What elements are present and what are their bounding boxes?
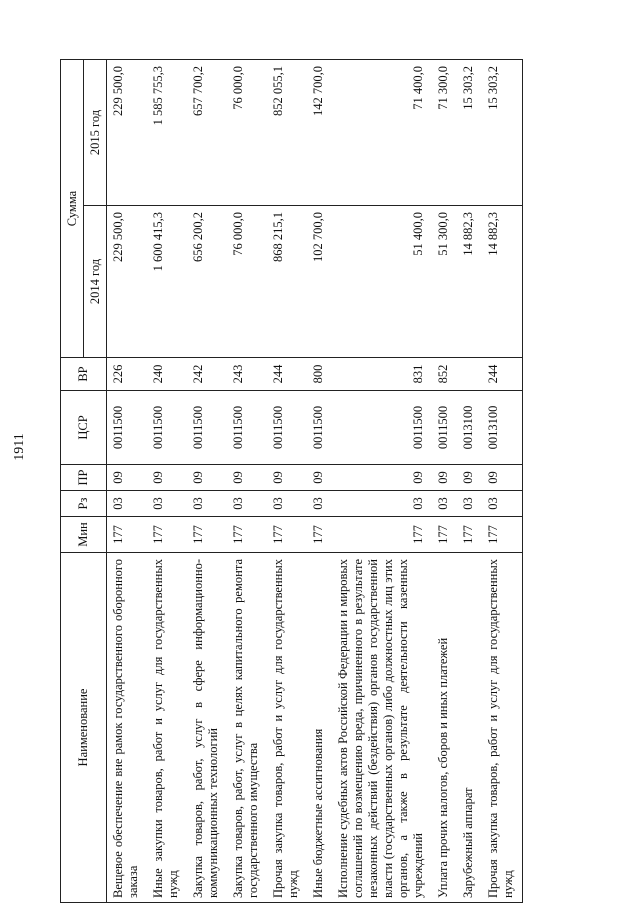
header-vr: ВР (61, 358, 107, 391)
row-vr: 244 (267, 358, 307, 391)
row-min: 177 (227, 517, 267, 553)
row-2014: 229 500,0 (107, 206, 148, 358)
row-2014: 14 882,3 (457, 206, 482, 358)
row-pr: 09 (107, 465, 148, 491)
row-rz: 03 (187, 491, 227, 517)
row-pr: 09 (482, 465, 523, 491)
row-2015: 1 585 755,3 (147, 60, 187, 206)
row-csr: 0011500 (267, 391, 307, 465)
row-vr: 800 (307, 358, 332, 391)
row-pr: 09 (187, 465, 227, 491)
header-rz: Рз (61, 491, 107, 517)
row-min: 177 (332, 517, 432, 553)
row-csr: 0011500 (227, 391, 267, 465)
table-row (227, 60, 267, 903)
row-rz: 03 (147, 491, 187, 517)
row-name: Иные закупки товаров, работ и услуг для государственных нужд (147, 553, 187, 903)
row-pr: 09 (227, 465, 267, 491)
row-name: Закупка товаров, работ, услуг в сфере информационно-коммуникационных технологий (187, 553, 227, 903)
table-row (482, 60, 523, 903)
row-csr: 0013100 (457, 391, 482, 465)
row-name: Закупка товаров, работ, услуг в целях капитального ремонта государственного имущества (227, 553, 267, 903)
row-vr: 240 (147, 358, 187, 391)
row-min: 177 (457, 517, 482, 553)
row-csr: 0011500 (307, 391, 332, 465)
row-rz: 03 (267, 491, 307, 517)
row-vr: 831 (332, 358, 432, 391)
row-min: 177 (432, 517, 457, 553)
row-rz: 03 (432, 491, 457, 517)
row-vr: 226 (107, 358, 148, 391)
header-name: Наименование (61, 553, 107, 903)
row-rz: 03 (482, 491, 523, 517)
row-2014: 76 000,0 (227, 206, 267, 358)
table-row (147, 60, 187, 903)
row-vr: 242 (187, 358, 227, 391)
header-min: Мин (61, 517, 107, 553)
row-csr: 0011500 (147, 391, 187, 465)
table-row (432, 60, 457, 903)
row-pr: 09 (307, 465, 332, 491)
row-pr: 09 (332, 465, 432, 491)
row-vr (457, 358, 482, 391)
row-pr: 09 (457, 465, 482, 491)
row-2015: 15 303,2 (482, 60, 523, 206)
row-name: Прочая закупка товаров, работ и услуг для государственных нужд (482, 553, 523, 903)
header-csr: ЦСР (61, 391, 107, 465)
row-2014: 14 882,3 (482, 206, 523, 358)
row-name: Вещевое обеспечение вне рамок государственного оборонного заказа (107, 553, 148, 903)
table-row (267, 60, 307, 903)
row-min: 177 (147, 517, 187, 553)
header-pr: ПР (61, 465, 107, 491)
row-min: 177 (187, 517, 227, 553)
row-2015: 71 300,0 (432, 60, 457, 206)
row-2015: 142 700,0 (307, 60, 332, 206)
row-min: 177 (307, 517, 332, 553)
row-rz: 03 (457, 491, 482, 517)
row-vr: 244 (482, 358, 523, 391)
row-2014: 656 200,2 (187, 206, 227, 358)
row-2014: 868 215,1 (267, 206, 307, 358)
row-2014: 51 300,0 (432, 206, 457, 358)
table-row (332, 60, 432, 903)
row-name: Прочая закупка товаров, работ и услуг для государственных нужд (267, 553, 307, 903)
row-vr: 243 (227, 358, 267, 391)
row-csr: 0013100 (482, 391, 523, 465)
header-2014: 2014 год (84, 206, 107, 358)
row-2015: 71 400,0 (332, 60, 432, 206)
row-rz: 03 (107, 491, 148, 517)
row-pr: 09 (432, 465, 457, 491)
row-pr: 09 (147, 465, 187, 491)
row-name: Зарубежный аппарат (457, 553, 482, 903)
page-number: 1911 (12, 433, 27, 461)
header-2015: 2015 год (84, 60, 107, 206)
budget-table (60, 59, 523, 903)
row-min: 177 (267, 517, 307, 553)
row-min: 177 (482, 517, 523, 553)
table-row (457, 60, 482, 903)
row-csr: 0011500 (432, 391, 457, 465)
table-row (187, 60, 227, 903)
rotated-table-container (60, 58, 580, 903)
row-vr: 852 (432, 358, 457, 391)
row-name: Исполнение судебных актов Российской Федерации и мировых соглашений по возмещению вреда, причиненного в результате незаконных действий (бездействия) органов государственной власти (государственных органов) либо должностных лиц этих органов, а также в результате деятельности казенных учреждений (332, 553, 432, 903)
row-name: Иные бюджетные ассигнования (307, 553, 332, 903)
row-rz: 03 (307, 491, 332, 517)
row-csr: 0011500 (107, 391, 148, 465)
row-2014: 51 400,0 (332, 206, 432, 358)
row-2015: 229 500,0 (107, 60, 148, 206)
row-2014: 1 600 415,3 (147, 206, 187, 358)
row-2015: 15 303,2 (457, 60, 482, 206)
row-2015: 852 055,1 (267, 60, 307, 206)
row-pr: 09 (267, 465, 307, 491)
row-2014: 102 700,0 (307, 206, 332, 358)
row-2015: 76 000,0 (227, 60, 267, 206)
row-csr: 0011500 (187, 391, 227, 465)
row-min: 177 (107, 517, 148, 553)
row-rz: 03 (227, 491, 267, 517)
row-2015: 657 700,2 (187, 60, 227, 206)
table-row (107, 60, 148, 903)
table-row (307, 60, 332, 903)
header-sum: Сумма (61, 60, 84, 358)
row-rz: 03 (332, 491, 432, 517)
row-csr: 0011500 (332, 391, 432, 465)
row-name: Уплата прочих налогов, сборов и иных платежей (432, 553, 457, 903)
